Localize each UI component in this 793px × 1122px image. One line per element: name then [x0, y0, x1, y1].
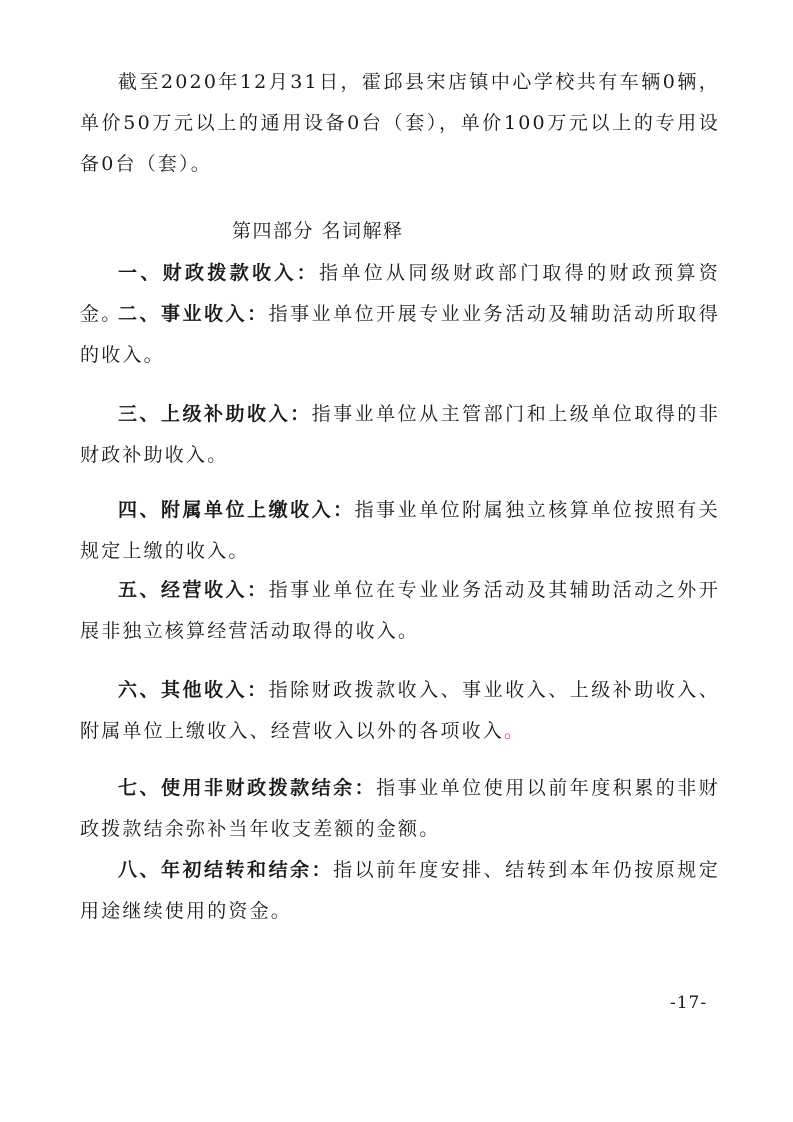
definition-term: 六、其他收入： — [118, 679, 269, 701]
page-number: -17- — [670, 993, 708, 1013]
definition-term: 七、使用非财政拨款结余： — [118, 777, 377, 799]
definition-body: 指事业单位在专业业务活动及其辅助活动之外开展非独立核算经营活动取得的收入。 — [80, 579, 720, 642]
definition-body: 指事业单位从主管部门和上级单位取得的非财政补助收入。 — [80, 403, 720, 466]
definition-2 — [80, 294, 720, 376]
definition-5 — [80, 570, 720, 652]
definition-term: 一、财政拨款收入： — [118, 262, 320, 284]
intro-text: 截至2020年12月31日，霍邱县宋店镇中心学校共有车辆0辆，单价50万元以上的通用设备0台（套），单价100万元以上的专用设备0台（套）。 — [80, 71, 720, 175]
definition-body: 指事业单位附属独立核算单位按照有关规定上缴的收入。 — [80, 499, 720, 562]
definition-body: 指事业单位使用以前年度积累的非财政拨款结余弥补当年收支差额的金额。 — [80, 777, 721, 840]
definition-body: 指事业单位开展专业业务活动及辅助活动所取得的收入。 — [80, 303, 720, 366]
intro-paragraph — [80, 62, 720, 185]
definition-term: 八、年初结转和结余： — [118, 859, 334, 881]
definition-4 — [80, 490, 720, 572]
definition-6 — [80, 670, 720, 752]
definition-body: 指除财政拨款收入、事业收入、上级补助收入、附属单位上缴收入、经营收入以外的各项收入 — [80, 679, 720, 742]
definition-body: 指以前年度安排、结转到本年仍按原规定用途继续使用的资金。 — [80, 859, 720, 922]
section-heading: 第四部分 名词解释 — [232, 220, 404, 242]
definition-term: 二、事业收入： — [118, 303, 269, 325]
definition-term: 四、附属单位上缴收入： — [118, 499, 355, 521]
definition-term: 三、上级补助收入： — [118, 403, 312, 425]
definition-body: 指单位从同级财政部门取得的财政预算资金。 — [80, 262, 720, 325]
definition-3 — [80, 394, 720, 476]
definition-term: 五、经营收入： — [118, 579, 269, 601]
definition-8 — [80, 850, 720, 932]
definition-7 — [80, 768, 720, 850]
definition-end-mark: 。 — [504, 720, 526, 742]
